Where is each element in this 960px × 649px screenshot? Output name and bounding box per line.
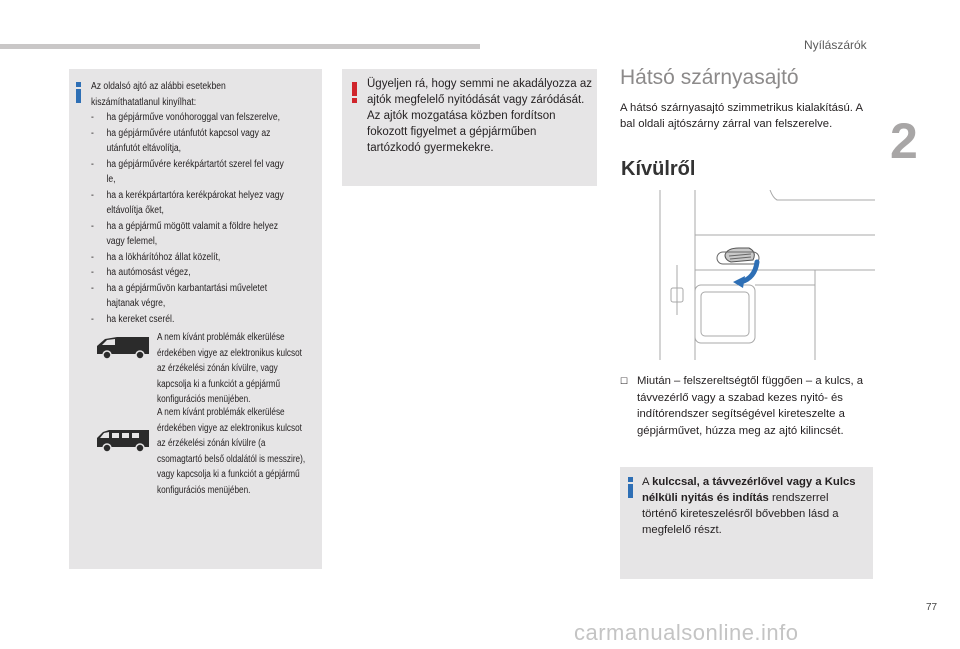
door-handle [717,248,759,264]
info-box-right-text [642,474,864,538]
warning-text: Ügyeljen rá, hogy semmi ne akadályozza az ajtók megfelelő nyitódását vagy záródását. Az ajtók mozgatása közben fordítson fokozott figyelmet a gépjárműben tartózkodó gyermekekre. [367,78,593,154]
condition-list [91,110,287,327]
subheading: Kívülről [621,158,696,180]
info-bold: kulccsal, a távvezérlővel vagy a Kulcs nélküli nyitás és indítás [642,476,856,504]
watermark: carmanualsonline.info [574,620,799,645]
van-note-text: A nem kívánt problémák elkerülése érdekében vigye az elektronikus kulcsot az érzékelési zónán kívülre, vagy kapcsolja ki a funkciót a gépjármű konfigurációs menüjében. [157,332,302,405]
list-item: - ha a lökhárítóhoz állat közelít, [91,250,287,266]
step-instruction [620,373,876,439]
info-prefix: A [642,476,649,488]
page-number: 77 [926,602,938,613]
info-rest: rendszerrel történő kireteszelésről bővebben lásd a megfelelő részt. [642,492,839,536]
page-title: Hátsó szárnyasajtó [620,66,799,89]
list-item: - ha gépjárművére kerékpártartót szerel fel vagy le, [91,157,287,188]
step-marker-icon: ☐ [620,376,629,386]
info-box-left-text [91,79,287,327]
list-item: - ha a gépjárművön karbantartási műveletet hajtanak végre, [91,281,287,312]
intro-text: A hátsó szárnyasajtó szimmetrikus kialakítású. A bal oldali ajtószárny zárral van felszerelve. [620,102,863,130]
list-item: - ha a kerékpártartóra kerékpárokat helyez vagy eltávolítja őket, [91,188,287,219]
chapter-number: 2 [890,113,918,169]
list-item: - ha autómosást végez, [91,265,287,281]
van-icon [95,334,151,360]
info-icon [76,82,82,103]
rear-door-illustration [655,190,875,360]
minibus-note-text: A nem kívánt problémák elkerülése érdekében vigye az elektronikus kulcsot az érzékelési zónán kívülre (a csomagtartó belső oldalától is messzire), vagy kapcsolja ki a funkciót a gépjármű konfigurációs menüjében. [157,407,306,496]
list-item: - ha a gépjármű mögött valamit a földre helyez vagy felemel, [91,219,287,250]
section-title: Nyílászárók [804,38,867,52]
info-box-left-intro: Az oldalsó ajtó az alábbi esetekben kiszámíthatatlanul kinyílhat: [91,81,226,108]
minibus-icon [95,427,151,453]
warning-icon [352,82,358,103]
list-item: - ha gépjárművére utánfutót kapcsol vagy az utánfutót eltávolítja, [91,126,287,157]
info-icon [628,477,634,498]
list-item: - ha kereket cserél. [91,312,287,328]
list-item: - ha gépjárműve vonóhoroggal van felszerelve, [91,110,287,126]
header-rule [0,44,480,49]
step-text: Miután – felszereltségtől függően – a kulcs, a távvezérlő vagy a szabad kezes nyitó- és indítórendszer segítségével kireteszelte a gépjárművet, húzza meg az ajtó kilincsét. [637,375,864,437]
